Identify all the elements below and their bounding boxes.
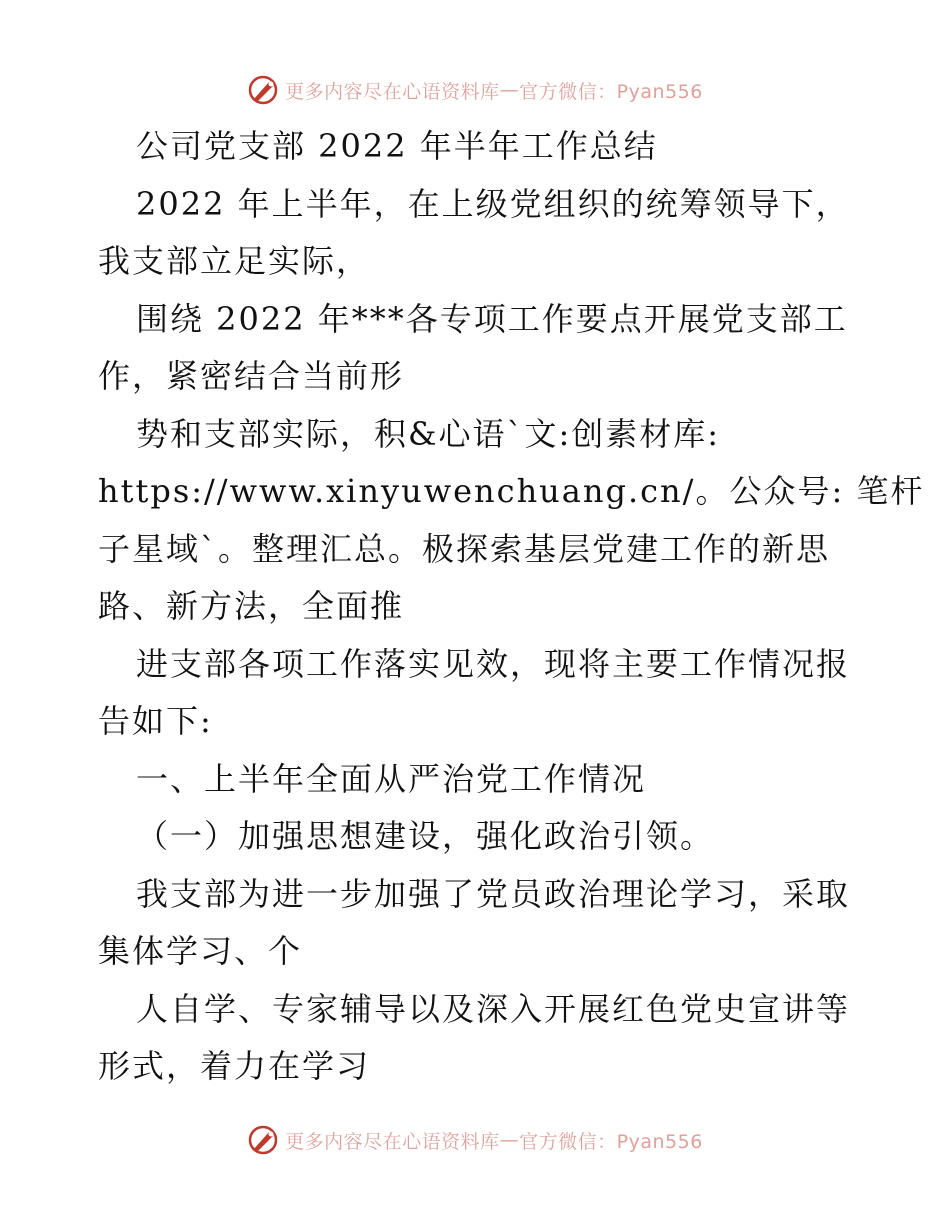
paragraph-line: https://www.xinyuwenchuang.cn/。公众号: 笔杆 bbox=[98, 472, 925, 510]
banner-text-secondary: 官方微信：Pyan556 bbox=[519, 1130, 703, 1153]
paragraph-line: 集体学习、个 bbox=[98, 932, 303, 970]
header-watermark-banner bbox=[0, 70, 950, 110]
paragraph-line: 进支部各项工作落实见效，现将主要工作情况报 bbox=[136, 644, 851, 683]
footer-watermark-banner bbox=[0, 1120, 950, 1160]
banner-dash: — bbox=[499, 79, 520, 101]
document-body bbox=[98, 118, 925, 1096]
banner-dash: — bbox=[499, 1129, 520, 1151]
logo-icon bbox=[247, 1124, 279, 1156]
section-heading: 一、上半年全面从严治党工作情况 bbox=[136, 759, 647, 798]
paragraph-line: 告如下: bbox=[98, 702, 213, 740]
paragraph-line: 2022 年上半年，在上级党组织的统筹领导下， bbox=[136, 184, 850, 223]
paragraph-line: 围绕 2022 年***各专项工作要点开展党支部工 bbox=[136, 299, 848, 338]
paragraph-line: 子星域`。整理汇总。极探索基层党建工作的新思 bbox=[98, 529, 831, 568]
paragraph-line: 势和支部实际，积&心语`文:创素材库: bbox=[136, 414, 721, 453]
paragraph-line: 我支部为进一步加强了党员政治理论学习，采取 bbox=[136, 874, 851, 913]
paragraph-line: 人自学、专家辅导以及深入开展红色党史宣讲等 bbox=[136, 989, 851, 1028]
logo-icon bbox=[247, 74, 279, 106]
paragraph-line: 形式，着力在学习 bbox=[98, 1047, 371, 1085]
paragraph-line: 路、新方法，全面推 bbox=[98, 587, 405, 625]
subsection-heading: （一）加强思想建设，强化政治引领。 bbox=[136, 817, 715, 855]
paragraph-line: 我支部立足实际， bbox=[98, 242, 371, 280]
banner-text-primary: 更多内容尽在心语资料库 bbox=[285, 1130, 500, 1153]
banner-text-secondary: 官方微信：Pyan556 bbox=[519, 80, 703, 103]
document-title: 公司党支部 2022 年半年工作总结 bbox=[136, 127, 658, 165]
paragraph-line: 作，紧密结合当前形 bbox=[98, 357, 405, 395]
banner-text-primary: 更多内容尽在心语资料库 bbox=[285, 80, 500, 103]
